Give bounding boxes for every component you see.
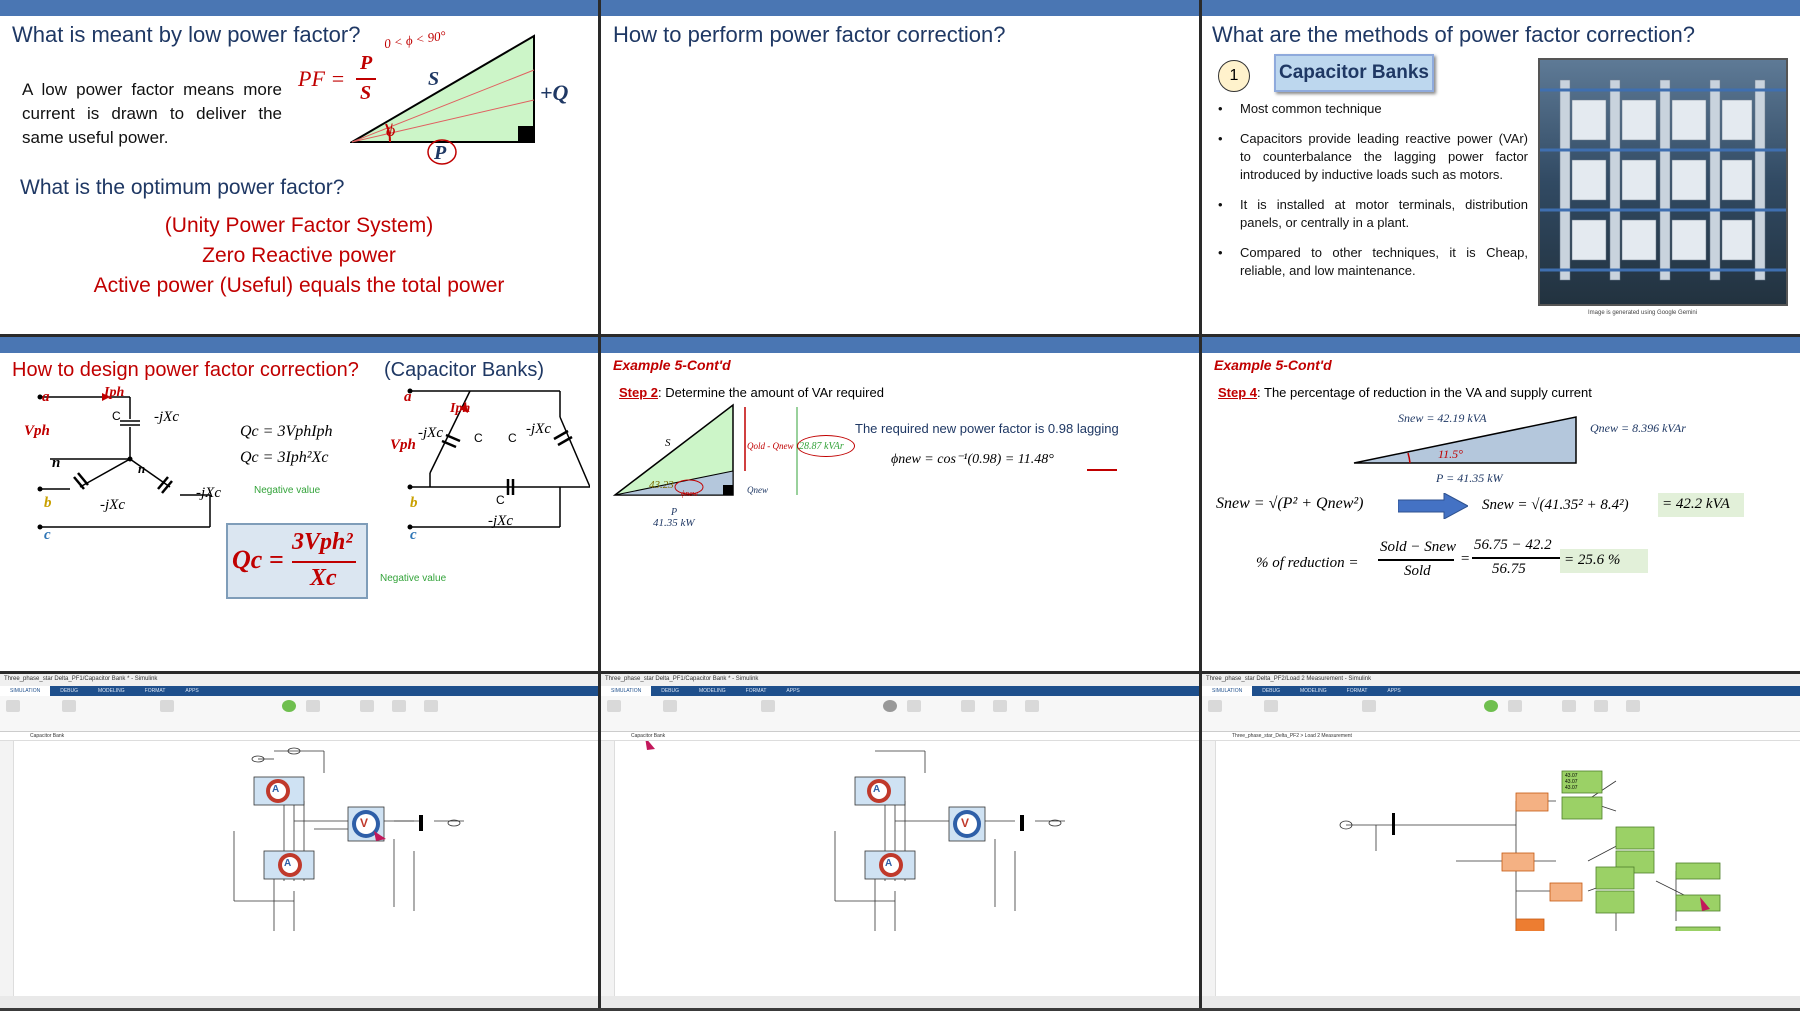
capacitor-bank-model — [615, 741, 1199, 931]
run-button[interactable] — [1484, 700, 1498, 712]
bullet-dot: • — [1218, 197, 1223, 212]
ammeter-icon[interactable]: A — [873, 784, 881, 795]
step-forward-button[interactable] — [907, 700, 921, 712]
node-n-center-label: n — [138, 461, 146, 476]
data-inspector-button[interactable] — [961, 700, 975, 712]
qnew-top-label: Qnew = 8.396 kVAr — [1590, 421, 1686, 435]
slide-header-bar — [1202, 0, 1800, 16]
data-inspector-button[interactable] — [1562, 700, 1576, 712]
definition-text: A low power factor means more current is drawn to deliver the same useful power. — [22, 80, 282, 147]
slide-header-bar — [601, 0, 1199, 16]
reduction-lhs: % of reduction = — [1256, 555, 1359, 571]
eq-qc-ix: Qc = 3Iph²Xc — [240, 449, 329, 466]
node-b-label: b — [44, 495, 52, 511]
delta-jxc-label: -jXc — [526, 421, 551, 437]
reduction-num: Sold − Snew — [1380, 539, 1456, 555]
image-caption: Image is generated using Google Gemini — [1588, 310, 1698, 316]
tab-format[interactable]: FORMAT — [745, 688, 767, 694]
ammeter-icon[interactable]: A — [284, 858, 292, 869]
bullet-dot: • — [1218, 245, 1223, 260]
slide-header-bar — [601, 337, 1199, 353]
simulink-window-2[interactable] — [601, 674, 1199, 1008]
status-bar — [601, 996, 1199, 1008]
bullet-4: Compared to other techniques, it is Cheap, reliable, and low maintenance. — [1240, 245, 1528, 278]
phi-new-equation: ϕnew = cos⁻¹(0.98) = 11.48° — [891, 452, 1054, 467]
ribbon-tabs — [0, 686, 598, 696]
tab-format[interactable]: FORMAT — [1346, 688, 1368, 694]
slide-title: How to perform power factor correction? — [613, 22, 1006, 47]
simulink-window-1[interactable] — [0, 674, 598, 1008]
triangle-s-label: S — [665, 437, 671, 449]
triangle-s-label: S — [428, 68, 440, 90]
angle-label: 43.23 — [649, 479, 674, 491]
capacitor-racks-image — [1540, 60, 1788, 306]
reduction-bar-2 — [1472, 557, 1560, 559]
capacitor-bank-model — [14, 741, 598, 931]
signal-table-button[interactable] — [160, 700, 174, 712]
delta-iph-label: Iph — [450, 401, 471, 416]
signal-table-button[interactable] — [1362, 700, 1376, 712]
qc-box-denominator: Xc — [310, 565, 337, 591]
cap-jxc-label: -jXc — [154, 409, 179, 425]
bullet-3: It is installed at motor terminals, distribution panels, or centrally in a plant. — [1240, 197, 1528, 230]
ribbon-tabs — [1202, 686, 1800, 696]
qnew-label: Qnew — [747, 485, 768, 495]
node-c-label: c — [44, 527, 51, 543]
logic-analyzer-button[interactable] — [392, 700, 406, 712]
run-button[interactable] — [282, 700, 296, 712]
slide-design-pfc[interactable] — [0, 337, 598, 671]
slide-methods[interactable] — [1202, 0, 1800, 334]
tab-simulation[interactable]: SIMULATION — [601, 686, 651, 696]
slide-title: Example 5-Cont'd — [613, 357, 731, 373]
display-value: 43.07 — [1565, 779, 1578, 785]
step-label: Step 4 — [1218, 385, 1258, 400]
arrow-right-icon — [1398, 493, 1468, 519]
model-canvas[interactable] — [615, 741, 1199, 996]
canvas-left-toolbar — [0, 741, 14, 996]
bird-eye-scope-button[interactable] — [1626, 700, 1640, 712]
triangle-phi-label: ϕ — [386, 120, 396, 140]
method-number-badge: 1 — [1218, 60, 1250, 92]
angle-label: 11.5° — [1438, 447, 1463, 461]
step-text: : Determine the amount of VAr required — [658, 385, 884, 400]
model-canvas[interactable] — [1216, 741, 1800, 996]
handwritten-angle-range: 0 < ϕ < 90° — [383, 27, 447, 52]
snew-formula: Snew = √(P² + Qnew²) — [1216, 495, 1364, 512]
status-bar — [0, 996, 598, 1008]
pf-formula-label: PF = — [298, 66, 346, 91]
display-value: 43.07 — [1565, 785, 1578, 791]
slide-title-suffix: (Capacitor Banks) — [384, 359, 545, 381]
step-heading — [1218, 385, 1592, 400]
triangle-p-label: P — [434, 142, 447, 164]
triangle-p-label: P — [671, 507, 678, 518]
window-title: Three_phase_star Delta_PF1/Capacitor Bank * - Simulink — [601, 674, 1199, 686]
bullet-list — [1218, 100, 1528, 280]
negative-value-note-2: Negative value — [380, 573, 447, 584]
delta-jxc-label: -jXc — [488, 513, 513, 529]
delta-jxc-label: -jXc — [418, 425, 443, 441]
slide-header-bar — [0, 0, 598, 16]
slide-header-bar — [1202, 337, 1800, 353]
phi-underline — [1087, 469, 1117, 471]
capacitor-bank-photo — [1538, 58, 1788, 306]
new-button[interactable] — [1208, 700, 1222, 712]
vph-label: Vph — [24, 423, 50, 439]
breadcrumb[interactable]: Capacitor Bank — [601, 732, 1199, 741]
toolstrip — [0, 696, 598, 732]
cap-c-label: C — [112, 409, 121, 423]
window-title: Three_phase_star Delta_PF2/Load 2 Measurement - Simulink — [1202, 674, 1800, 686]
tab-apps[interactable]: APPS — [786, 688, 800, 694]
slide-title: Example 5-Cont'd — [1214, 357, 1332, 373]
breadcrumb[interactable]: Capacitor Bank — [0, 732, 598, 741]
tab-simulation[interactable]: SIMULATION — [1202, 686, 1252, 696]
reduction-eq: = — [1460, 551, 1471, 567]
eq-qc-vi: Qc = 3VphIph — [240, 423, 333, 440]
logic-analyzer-button[interactable] — [1594, 700, 1608, 712]
delta-cap-c: C — [474, 431, 483, 445]
qc-box-fraction-bar — [292, 561, 356, 563]
measurement-model — [1216, 741, 1800, 931]
new-pf-statement: The required new power factor is 0.98 lagging — [855, 421, 1119, 436]
ribbon-tabs — [601, 686, 1199, 696]
bird-eye-scope-button[interactable] — [424, 700, 438, 712]
model-canvas[interactable] — [14, 741, 598, 996]
slide-low-power-factor[interactable] — [0, 0, 598, 334]
delta-vph-label: Vph — [390, 437, 416, 453]
data-inspector-button[interactable] — [360, 700, 374, 712]
tab-apps[interactable]: APPS — [185, 688, 199, 694]
delta-node-a: a — [404, 389, 412, 405]
step-forward-button[interactable] — [1508, 700, 1522, 712]
slide-title: How to design power factor correction? — [12, 359, 359, 381]
run-button[interactable] — [883, 700, 897, 712]
bird-eye-scope-button[interactable] — [1025, 700, 1039, 712]
snew-numeric: Snew = √(41.35² + 8.4²) — [1482, 497, 1629, 513]
slide-how-to-perform[interactable] — [601, 0, 1199, 334]
display-value: 43.07 — [1565, 773, 1578, 779]
delta-cap-c: C — [508, 431, 517, 445]
triangle-p-value: 41.35 kW — [653, 517, 695, 529]
tab-modeling[interactable]: MODELING — [698, 688, 726, 694]
reduction-den-value: 56.75 — [1492, 561, 1526, 577]
breadcrumb[interactable]: Three_phase_star_Delta_PF2 > Load 2 Measurement — [1202, 732, 1800, 741]
library-browser-button[interactable] — [62, 700, 76, 712]
slide-header-bar — [0, 337, 598, 353]
display-block-values — [1565, 773, 1578, 791]
node-a-label: a — [42, 389, 50, 405]
cap-jxc-label: -jXc — [196, 485, 221, 501]
ammeter-icon[interactable]: A — [272, 784, 280, 795]
bullet-2: Capacitors provide leading reactive power (VAr) to counterbalance the lagging power factor introduced by inductive loads such as motors. — [1240, 131, 1528, 182]
signal-table-button[interactable] — [761, 700, 775, 712]
qc-box-lhs: Qc = — [232, 545, 284, 574]
slide-title: What is meant by low power factor? — [12, 22, 361, 47]
library-browser-button[interactable] — [663, 700, 677, 712]
bullet-dot: • — [1218, 101, 1223, 116]
negative-value-note: Negative value — [254, 485, 321, 496]
slide-example5-step4[interactable] — [1202, 337, 1800, 671]
cap-jxc-label: -jXc — [100, 497, 125, 513]
new-button[interactable] — [607, 700, 621, 712]
reduction-bar — [1378, 559, 1454, 561]
qc-box-numerator: 3Vph² — [292, 529, 353, 555]
tab-format[interactable]: FORMAT — [144, 688, 166, 694]
node-n-label: n — [52, 455, 61, 471]
capacitor-banks-badge: Capacitor Banks — [1274, 54, 1434, 92]
delta-node-c: c — [410, 527, 417, 543]
canvas-left-toolbar — [1202, 741, 1216, 996]
q-diff-label: Qold - Qnew — [747, 441, 794, 451]
snew-top-label: Snew = 42.19 kVA — [1398, 411, 1487, 425]
reduction-result: = 25.6 % — [1560, 549, 1648, 573]
new-button[interactable] — [6, 700, 20, 712]
tab-debug[interactable]: DEBUG — [661, 688, 679, 694]
step-label: Step 2 — [619, 385, 659, 400]
step-text: : The percentage of reduction in the VA and supply current — [1257, 385, 1592, 400]
canvas-left-toolbar — [601, 741, 615, 996]
library-browser-button[interactable] — [1264, 700, 1278, 712]
tab-modeling[interactable]: MODELING — [1299, 688, 1327, 694]
p-bottom-label: P = 41.35 kW — [1436, 471, 1503, 485]
simulink-window-3[interactable] — [1202, 674, 1800, 1008]
bullet-dot: • — [1218, 131, 1223, 146]
delta-cap-c: C — [496, 493, 505, 507]
snew-result: = 42.2 kVA — [1658, 493, 1744, 517]
toolstrip — [601, 696, 1199, 732]
answer-unity-pf: (Unity Power Factor System) — [164, 214, 434, 237]
answer-zero-reactive: Zero Reactive power — [202, 244, 396, 267]
tab-modeling[interactable]: MODELING — [97, 688, 125, 694]
toolstrip — [1202, 696, 1800, 732]
reduction-den: Sold — [1404, 563, 1431, 579]
pf-numerator: P — [360, 52, 373, 74]
iph-label: Iph — [104, 385, 125, 400]
ammeter-icon[interactable]: A — [885, 858, 893, 869]
tab-apps[interactable]: APPS — [1387, 688, 1401, 694]
window-title: Three_phase_star Delta_PF1/Capacitor Bank * - Simulink — [0, 674, 598, 686]
phinew-label: ϕnew — [681, 489, 699, 498]
voltmeter-icon[interactable]: V — [961, 816, 970, 830]
triangle-q-label: +Q — [540, 80, 569, 105]
q-diff-value: 28.87 kVAr — [799, 441, 844, 452]
slide-example5-step2[interactable] — [601, 337, 1199, 671]
bullet-1: Most common technique — [1240, 101, 1382, 116]
status-bar — [1202, 996, 1800, 1008]
logic-analyzer-button[interactable] — [993, 700, 1007, 712]
slide-title: What are the methods of power factor correction? — [1212, 22, 1696, 47]
optimum-pf-question: What is the optimum power factor? — [20, 176, 345, 199]
tab-debug[interactable]: DEBUG — [1262, 688, 1280, 694]
answer-active-equals-total: Active power (Useful) equals the total power — [93, 274, 505, 297]
voltmeter-icon[interactable]: V — [360, 816, 369, 830]
tab-debug[interactable]: DEBUG — [60, 688, 78, 694]
pf-denominator: S — [360, 82, 372, 104]
tab-simulation[interactable]: SIMULATION — [0, 686, 50, 696]
delta-node-b: b — [410, 495, 418, 511]
step-forward-button[interactable] — [306, 700, 320, 712]
reduction-num-value: 56.75 − 42.2 — [1474, 537, 1552, 553]
